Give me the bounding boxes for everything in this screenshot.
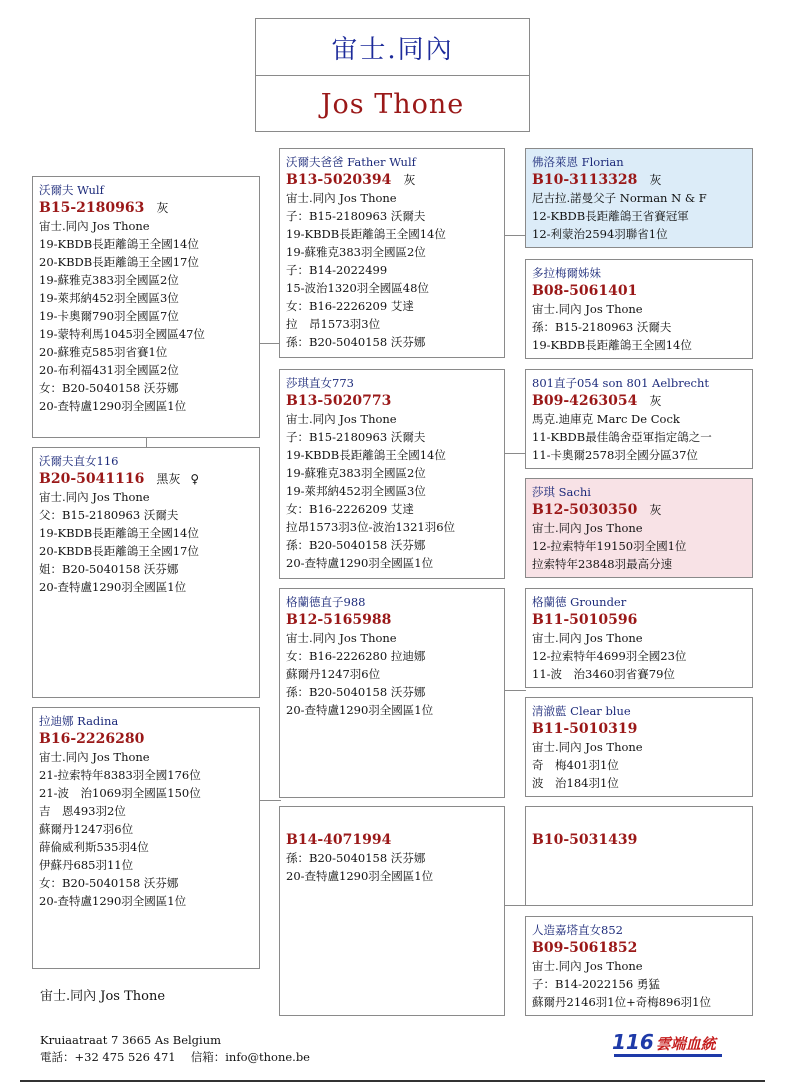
connector xyxy=(259,800,281,801)
pedigree-card-dam-dam xyxy=(279,806,505,1016)
info-line: 19-萊邦納452羽全國區3位 xyxy=(39,291,179,305)
info-line: 孫：B20-5040158 沃芬娜 xyxy=(286,538,426,552)
pedigree-card-gg5 xyxy=(525,588,753,688)
info-line: 20-查特盧1290羽全國區1位 xyxy=(39,580,187,594)
info-line: 孫：B20-5040158 沃芬娜 xyxy=(286,851,426,865)
ring-number: B15-2180963 灰 xyxy=(39,200,169,216)
pigeon-name: 801直子054 son 801 Aelbrecht xyxy=(532,376,709,390)
info-line: 宙士.同內 Jos Thone xyxy=(39,219,150,233)
pigeon-name: 沃爾夫直女116 xyxy=(39,454,119,468)
info-line: 宙士.同內 Jos Thone xyxy=(39,750,150,764)
pedigree-card-gg4 xyxy=(525,478,753,578)
info-line: 11-波 治3460羽省賽79位 xyxy=(532,667,675,681)
info-line: 薛倫威利斯535羽4位 xyxy=(39,840,149,854)
info-line: 女：B16-2226209 艾達 xyxy=(286,299,414,313)
info-line: 蘇爾丹1247羽6位 xyxy=(286,667,381,681)
info-line: 父：B15-2180963 沃爾夫 xyxy=(39,508,179,522)
info-line: 15-波治1320羽全國區48位 xyxy=(286,281,429,295)
color-label: 灰 xyxy=(403,173,416,187)
address: Kruiaatraat 7 3665 As Belgium xyxy=(40,1033,222,1047)
info-line: 19-蘇雅克383羽全國區2位 xyxy=(286,245,426,259)
info-line: 12-拉索特年19150羽全國1位 xyxy=(532,539,687,553)
info-line: 吉 恩493羽2位 xyxy=(39,804,126,818)
info-line: 20-查特盧1290羽全國區1位 xyxy=(286,869,434,883)
color-label: 灰 xyxy=(649,503,662,517)
info-line: 20-KBDB長距離鴿王全國17位 xyxy=(39,255,199,269)
info-line: 拉 昂1573羽3位 xyxy=(286,317,381,331)
pigeon-name: 佛洛萊恩 Florian xyxy=(532,155,624,169)
pedigree-card-gg7 xyxy=(525,806,753,906)
info-line: 20-查特盧1290羽全國區1位 xyxy=(286,703,434,717)
pedigree-card-dam-sire xyxy=(279,588,505,798)
ring-number: B12-5165988 xyxy=(286,612,392,628)
info-line: 19-蘇雅克383羽全國區2位 xyxy=(39,273,179,287)
info-line: 11-KBDB最佳鴿舍亞軍指定鴿之一 xyxy=(532,430,712,444)
info-line: 子：B14-2022156 勇猛 xyxy=(532,977,660,991)
contact-block xyxy=(40,1032,310,1066)
logo-text: 雲端血統 xyxy=(655,1035,716,1053)
info-line: 19-KBDB長距離鴿王全國14位 xyxy=(286,448,446,462)
info-line: 宙士.同內 Jos Thone xyxy=(286,191,397,205)
info-line: 19-蘇雅克383羽全國區2位 xyxy=(286,466,426,480)
pedigree-card-sibling xyxy=(32,447,260,698)
info-line: 波 治184羽1位 xyxy=(532,776,619,790)
info-line: 宙士.同內 Jos Thone xyxy=(532,631,643,645)
info-line: 尼古拉.諾曼父子 Norman N & F xyxy=(532,191,707,205)
info-line: 宙士.同內 Jos Thone xyxy=(532,521,643,535)
info-line: 孫：B20-5040158 沃芬娜 xyxy=(286,685,426,699)
info-line: 宙士.同內 Jos Thone xyxy=(532,959,643,973)
info-line: 宙士.同內 Jos Thone xyxy=(39,490,150,504)
info-line: 19-卡奧爾790羽全國區7位 xyxy=(39,309,179,323)
info-line: 宙士.同內 Jos Thone xyxy=(286,412,397,426)
info-line: 孫：B15-2180963 沃爾夫 xyxy=(532,320,672,334)
info-line: 12-KBDB長距離鴿王省賽冠軍 xyxy=(532,209,689,223)
pigeon-name: 莎琪直女773 xyxy=(286,376,354,390)
info-line: 蘇爾丹1247羽6位 xyxy=(39,822,134,836)
info-line: 蘇爾丹2146羽1位+奇梅896羽1位 xyxy=(532,995,711,1009)
ring-number: B14-4071994 xyxy=(286,832,392,848)
logo-number: 116 xyxy=(612,1030,654,1054)
pedigree-card-sire-dam xyxy=(279,369,505,579)
info-line: 19-蒙特利馬1045羽全國區47位 xyxy=(39,327,205,341)
info-line: 20-蘇雅克585羽省賽1位 xyxy=(39,345,168,359)
info-line: 馬克.迪庫克 Marc De Cock xyxy=(532,412,680,426)
info-line: 伊蘇丹685羽11位 xyxy=(39,858,134,872)
info-line: 19-KBDB長距離鴿王全國14位 xyxy=(532,338,692,352)
pedigree-card-gg1 xyxy=(525,148,753,248)
ring-number: B20-5041116 黑灰 ♀ xyxy=(39,471,200,487)
connector xyxy=(504,690,526,691)
header-title-cn: 宙士.同內 xyxy=(256,19,529,76)
connector xyxy=(504,453,526,454)
info-line: 女：B16-2226280 拉迪娜 xyxy=(286,649,426,663)
connector xyxy=(259,343,281,344)
header-box xyxy=(255,18,530,132)
info-line: 12-利蒙治2594羽聯省1位 xyxy=(532,227,668,241)
bottom-rule xyxy=(20,1080,765,1082)
pedigree-card-gg3 xyxy=(525,369,753,469)
info-line: 女：B20-5040158 沃芬娜 xyxy=(39,381,179,395)
info-line: 子：B14-2022499 xyxy=(286,263,388,277)
pigeon-name: 沃爾夫爸爸 Father Wulf xyxy=(286,155,416,169)
brand-logo xyxy=(612,1030,716,1054)
info-line: 19-KBDB長距離鴿王全國14位 xyxy=(39,526,199,540)
ring-number: B11-5010319 xyxy=(532,721,638,737)
pedigree-card-gg8 xyxy=(525,916,753,1016)
connector xyxy=(504,905,526,906)
color-label: 黑灰 xyxy=(156,472,181,486)
info-line: 奇 梅401羽1位 xyxy=(532,758,619,772)
info-line: 19-萊邦納452羽全國區3位 xyxy=(286,484,426,498)
info-line: 女：B20-5040158 沃芬娜 xyxy=(39,876,179,890)
pedigree-card-dam xyxy=(32,707,260,969)
info-line: 拉昂1573羽3位-波治1321羽6位 xyxy=(286,520,456,534)
pigeon-name: 人造嘉塔直女852 xyxy=(532,923,623,937)
info-line: 12-拉索特年4699羽全國23位 xyxy=(532,649,687,663)
info-line: 子：B15-2180963 沃爾夫 xyxy=(286,430,426,444)
pedigree-card-subject xyxy=(32,176,260,438)
color-label: 灰 xyxy=(649,394,662,408)
ring-number: B09-5061852 xyxy=(532,940,638,956)
logo-underline xyxy=(614,1054,722,1057)
pigeon-name: 格蘭德直子988 xyxy=(286,595,366,609)
pedigree-card-gg2 xyxy=(525,259,753,359)
info-line: 20-KBDB長距離鴿王全國17位 xyxy=(39,544,199,558)
info-line: 19-KBDB長距離鴿王全國14位 xyxy=(39,237,199,251)
pedigree-card-sire-sire xyxy=(279,148,505,358)
ring-number: B13-5020394 灰 xyxy=(286,172,416,188)
info-line: 20-查特盧1290羽全國區1位 xyxy=(286,556,434,570)
ring-number: B16-2226280 xyxy=(39,731,145,747)
info-line: 20-查特盧1290羽全國區1位 xyxy=(39,894,187,908)
pigeon-name: 莎琪 Sachi xyxy=(532,485,591,499)
info-line: 宙士.同內 Jos Thone xyxy=(286,631,397,645)
ring-number: B08-5061401 xyxy=(532,283,638,299)
contact-info: 電話：+32 475 526 471 信箱：info@thone.be xyxy=(40,1050,310,1064)
info-line: 19-KBDB長距離鴿王全國14位 xyxy=(286,227,446,241)
pigeon-name: 格蘭德 Grounder xyxy=(532,595,627,609)
pedigree-card-gg6 xyxy=(525,697,753,797)
ring-number: B10-5031439 xyxy=(532,832,638,848)
ring-number: B09-4263054 灰 xyxy=(532,393,662,409)
info-line: 子：B15-2180963 沃爾夫 xyxy=(286,209,426,223)
info-line: 孫：B20-5040158 沃芬娜 xyxy=(286,335,426,349)
ring-number: B13-5020773 xyxy=(286,393,392,409)
pigeon-name: 清澈藍 Clear blue xyxy=(532,704,631,718)
color-label: 灰 xyxy=(156,201,169,215)
ring-number: B12-5030350 灰 xyxy=(532,502,662,518)
info-line: 11-卡奧爾2578羽全國分區37位 xyxy=(532,448,698,462)
info-line: 女：B16-2226209 艾達 xyxy=(286,502,414,516)
info-line: 宙士.同內 Jos Thone xyxy=(532,302,643,316)
info-line: 姐：B20-5040158 沃芬娜 xyxy=(39,562,179,576)
info-line: 拉索特年23848羽最高分速 xyxy=(532,557,673,571)
info-line: 21-拉索特年8383羽全國176位 xyxy=(39,768,201,782)
connector xyxy=(146,437,147,447)
info-line: 20-布利福431羽全國區2位 xyxy=(39,363,179,377)
header-title-en: Jos Thone xyxy=(320,88,465,120)
owner-name: 宙士.同內 Jos Thone xyxy=(40,989,166,1004)
pigeon-name: 多拉梅爾姊妹 xyxy=(532,266,601,280)
connector xyxy=(504,235,526,236)
ring-number: B10-3113328 灰 xyxy=(532,172,662,188)
pigeon-name: 拉迪娜 Radina xyxy=(39,714,119,728)
info-line: 宙士.同內 Jos Thone xyxy=(532,740,643,754)
ring-number: B11-5010596 xyxy=(532,612,638,628)
info-line: 21-波 治1069羽全國區150位 xyxy=(39,786,201,800)
info-line: 20-查特盧1290羽全國區1位 xyxy=(39,399,187,413)
female-icon: ♀ xyxy=(190,472,200,486)
pigeon-name: 沃爾夫 Wulf xyxy=(39,183,104,197)
color-label: 灰 xyxy=(649,173,662,187)
